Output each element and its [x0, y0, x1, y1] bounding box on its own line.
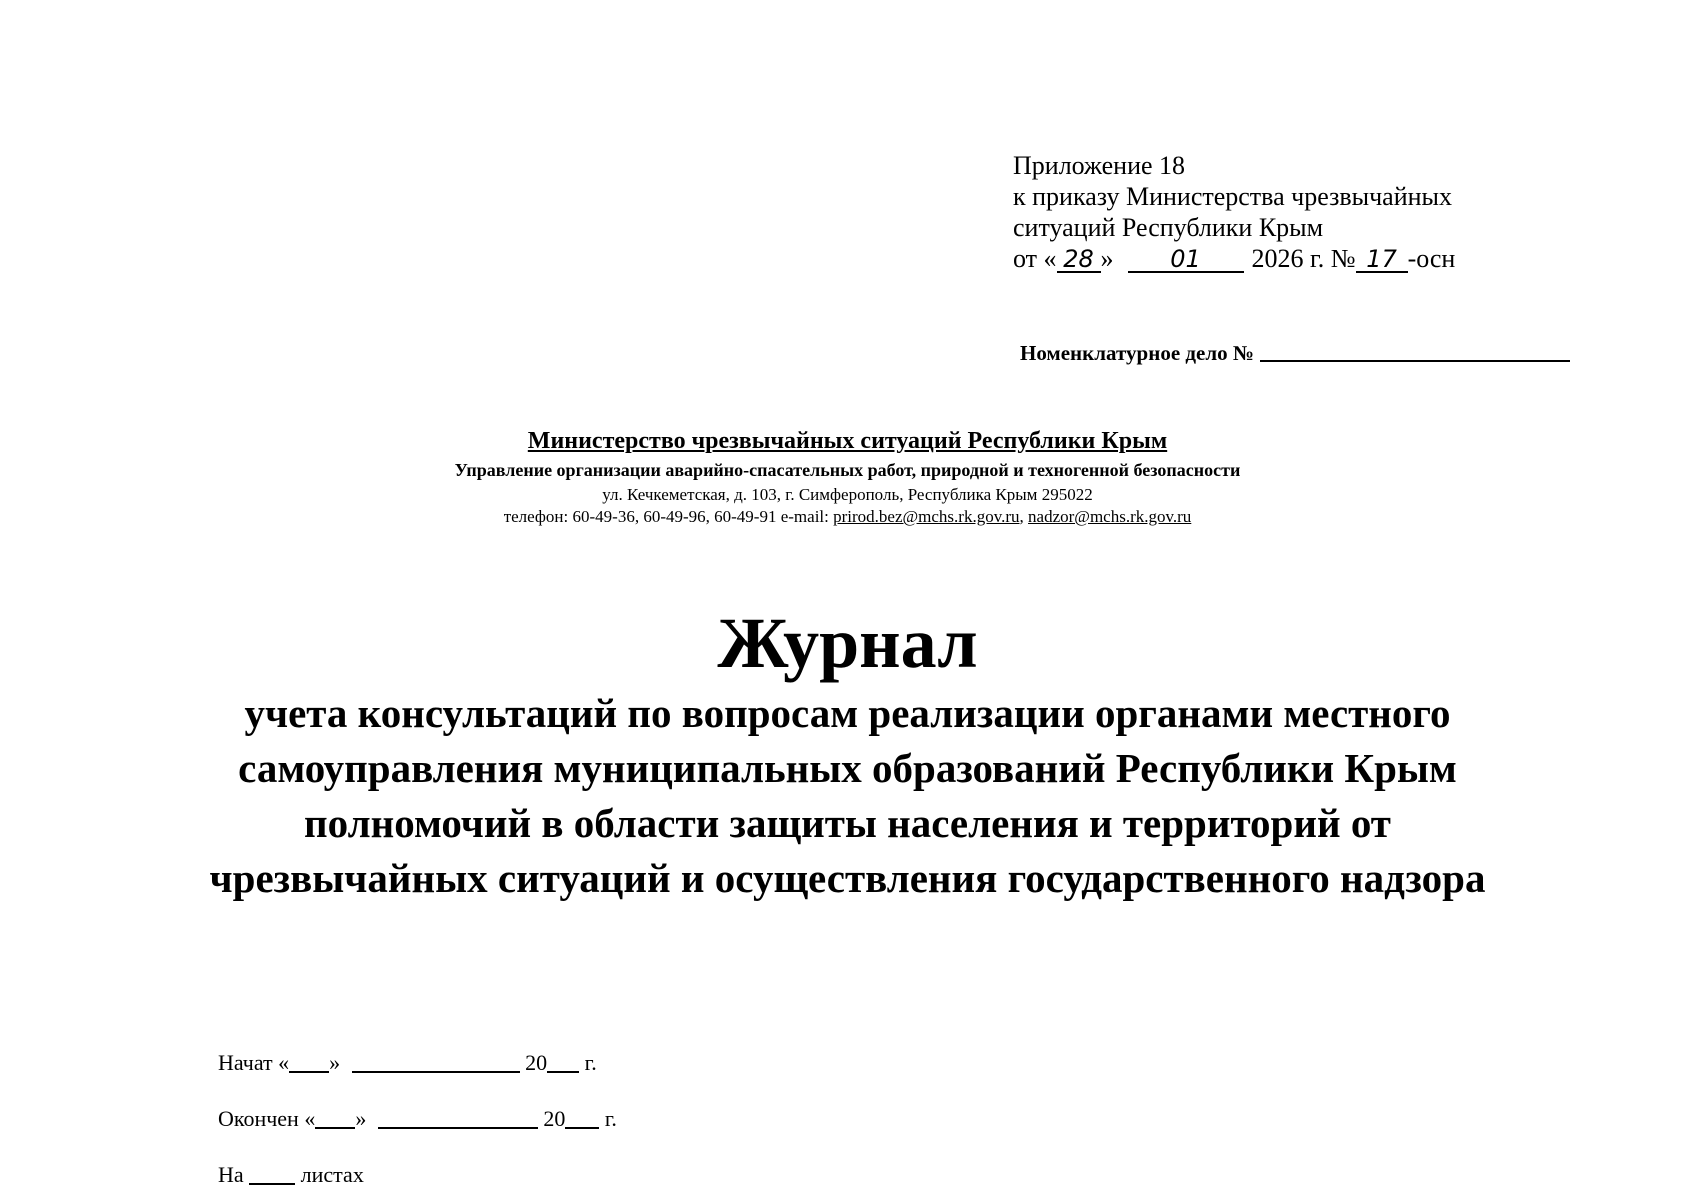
nomenclature-label: Номенклатурное дело № — [1020, 341, 1254, 365]
nomenclature-blank — [1260, 342, 1570, 362]
ended-month-blank — [378, 1109, 538, 1129]
contacts — [0, 507, 1695, 527]
year-prefix: 20 — [525, 1050, 548, 1075]
sheets-label: На — [218, 1162, 244, 1187]
started-month-blank — [352, 1053, 520, 1073]
year-suffix: г. — [584, 1050, 597, 1075]
order-suffix: -осн — [1407, 244, 1456, 273]
quote-close: » — [329, 1050, 341, 1075]
subtitle-line: чрезвычайных ситуаций и осуществления государственного надзора — [209, 855, 1486, 901]
handwritten-day: 28 — [1057, 247, 1101, 273]
nomenclature-line — [1020, 341, 1570, 366]
started-label: Начат « — [218, 1050, 290, 1075]
subtitle-line: самоуправления муниципальных образований Республики Крым — [238, 745, 1457, 791]
annex-number: Приложение 18 — [1013, 151, 1186, 180]
date-quote-close: » — [1100, 244, 1114, 273]
email-separator: , — [1019, 507, 1024, 526]
email-link-prirod[interactable]: prirod.bez@mchs.rk.gov.ru — [833, 507, 1020, 526]
date-prefix: от « — [1013, 244, 1057, 273]
department-name: Управление организации аварийно-спасательных работ, природной и техногенной безопасности — [454, 460, 1241, 480]
sheets-line — [218, 1162, 364, 1188]
annex-ministry: ситуаций Республики Крым — [1013, 213, 1324, 242]
ended-line — [218, 1106, 617, 1132]
year-suffix: г. — [604, 1106, 617, 1131]
journal-title: Журнал — [717, 603, 978, 683]
ended-year-blank — [565, 1109, 599, 1129]
annex-order-ref: к приказу Министерства чрезвычайных — [1013, 182, 1453, 211]
handwritten-month: 01 — [1128, 247, 1244, 273]
ministry-name: Министерство чрезвычайных ситуаций Республики Крым — [527, 428, 1168, 454]
year-prefix: 20 — [543, 1106, 566, 1131]
sheets-count-blank — [249, 1165, 295, 1185]
annex-date-line — [1013, 243, 1455, 274]
annex-block — [1013, 150, 1455, 274]
started-year-blank — [547, 1053, 579, 1073]
address: ул. Кечкеметская, д. 103, г. Симферополь, Республика Крым 295022 — [602, 485, 1093, 504]
started-day-blank — [289, 1053, 329, 1073]
email-link-nadzor[interactable]: nadzor@mchs.rk.gov.ru — [1028, 507, 1192, 526]
sheets-suffix: листах — [300, 1162, 364, 1187]
ended-label: Окончен « — [218, 1106, 316, 1131]
started-line — [218, 1050, 597, 1076]
quote-close: » — [355, 1106, 367, 1131]
subtitle-line: учета консультаций по вопросам реализации органами местного — [244, 690, 1451, 736]
year-and-number-label: 2026 г. № — [1251, 244, 1356, 273]
phones: телефон: 60-49-36, 60-49-96, 60-49-91 e-mail: — [503, 507, 829, 526]
handwritten-order-number: 17 — [1356, 247, 1408, 273]
journal-subtitle — [0, 686, 1695, 906]
ended-day-blank — [315, 1109, 355, 1129]
subtitle-line: полномочий в области защиты населения и территорий от — [304, 800, 1391, 846]
